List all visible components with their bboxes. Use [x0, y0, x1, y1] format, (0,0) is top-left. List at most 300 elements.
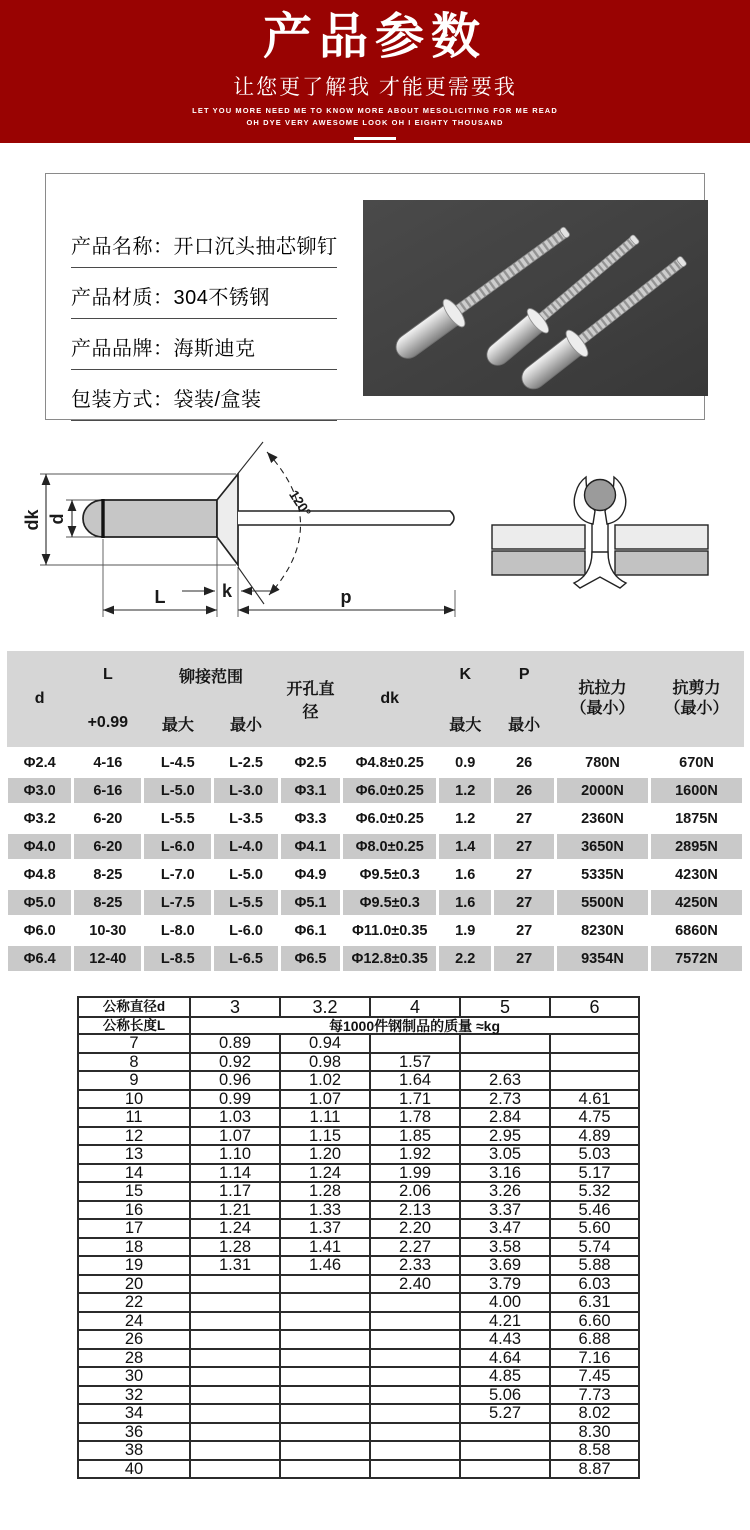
table-cell: 2.95 [460, 1127, 550, 1146]
table-cell: 7.16 [550, 1349, 639, 1368]
product-info-fields [46, 174, 363, 419]
table-cell: 5335N [556, 861, 650, 889]
table-cell: 8 [78, 1053, 190, 1072]
table-cell: 4250N [649, 889, 743, 917]
table-cell: 3.16 [460, 1164, 550, 1183]
table-cell: 26 [493, 749, 556, 777]
table-cell [190, 1349, 280, 1368]
table-cell: 1.92 [370, 1145, 460, 1164]
table-cell [460, 1441, 550, 1460]
spec-col-P-min: 最小 [493, 699, 556, 749]
table-cell: 40 [78, 1460, 190, 1479]
table-cell: 5.03 [550, 1145, 639, 1164]
table-cell: 0.92 [190, 1053, 280, 1072]
field-value: 袋装/盒装 [173, 389, 262, 411]
table-row [7, 889, 744, 917]
table-cell: 20 [78, 1275, 190, 1294]
table-cell: 1.24 [190, 1219, 280, 1238]
table-cell: Φ11.0±0.35 [342, 917, 438, 945]
table-cell: 1.41 [280, 1238, 370, 1257]
dim-label-d: d [47, 513, 67, 525]
table-cell: Φ8.0±0.25 [342, 833, 438, 861]
table-cell: 1.28 [190, 1238, 280, 1257]
product-info-box [45, 173, 705, 420]
table-cell: 3.47 [460, 1219, 550, 1238]
table-cell: 22 [78, 1293, 190, 1312]
table-cell: 1.14 [190, 1164, 280, 1183]
table-cell: 2.06 [370, 1182, 460, 1201]
table-cell: 0.9 [438, 749, 493, 777]
table-cell: 5.06 [460, 1386, 550, 1405]
table-cell [370, 1441, 460, 1460]
table-cell: 6-20 [73, 833, 143, 861]
table-cell [280, 1349, 370, 1368]
table-row [7, 945, 744, 973]
table-cell: 7.45 [550, 1367, 639, 1386]
table-cell: 2360N [556, 805, 650, 833]
shear-label: 抗剪力 [672, 680, 721, 697]
table-cell: 2.13 [370, 1201, 460, 1220]
table-cell: Φ2.5 [279, 749, 342, 777]
table-cell: L-5.0 [143, 777, 213, 805]
installed-rivet-drawing [492, 477, 708, 588]
table-row [78, 1219, 639, 1238]
page-title: 产品参数 [262, 10, 487, 64]
table-cell [460, 1460, 550, 1479]
table-cell [190, 1293, 280, 1312]
spec-col-P: P [493, 651, 556, 699]
spec-col-range-max: 最大 [143, 699, 213, 749]
field-brand [71, 332, 337, 370]
weight-col-d4: 4 [370, 997, 460, 1017]
table-row [78, 1330, 639, 1349]
table-cell [280, 1404, 370, 1423]
table-cell: 27 [493, 833, 556, 861]
field-material [71, 281, 337, 319]
table-cell: 1.64 [370, 1071, 460, 1090]
table-cell: 4.85 [460, 1367, 550, 1386]
spec-table-body [7, 749, 744, 973]
tensile-min-label: （最小） [570, 700, 635, 717]
table-cell [280, 1386, 370, 1405]
weight-col-d3-2: 3.2 [280, 997, 370, 1017]
weight-mass-note: 每1000件钢制品的质量 ≈kg [190, 1017, 639, 1034]
table-cell: 4.21 [460, 1312, 550, 1331]
table-row [78, 1423, 639, 1442]
table-cell: 3.69 [460, 1256, 550, 1275]
table-cell: 1.2 [438, 777, 493, 805]
table-cell: Φ3.3 [279, 805, 342, 833]
table-cell: 1.24 [280, 1164, 370, 1183]
banner [0, 0, 750, 143]
table-cell [370, 1293, 460, 1312]
rivets-photo-image [363, 200, 708, 396]
table-cell: L-5.5 [213, 889, 279, 917]
table-cell: 8230N [556, 917, 650, 945]
table-cell: 1600N [649, 777, 743, 805]
table-cell: 8-25 [73, 889, 143, 917]
table-cell: 1.15 [280, 1127, 370, 1146]
table-cell: 1.9 [438, 917, 493, 945]
field-product-name [71, 230, 337, 268]
table-cell: 27 [493, 805, 556, 833]
table-cell: 6.31 [550, 1293, 639, 1312]
table-cell [370, 1460, 460, 1479]
table-cell [190, 1441, 280, 1460]
table-cell [190, 1367, 280, 1386]
table-cell: 32 [78, 1386, 190, 1405]
table-cell: Φ6.0 [7, 917, 73, 945]
table-cell: 4-16 [73, 749, 143, 777]
table-cell: 1.6 [438, 889, 493, 917]
table-cell: 12 [78, 1127, 190, 1146]
table-cell: 3.37 [460, 1201, 550, 1220]
table-cell: 6860N [649, 917, 743, 945]
table-cell [280, 1367, 370, 1386]
table-cell [370, 1367, 460, 1386]
table-row [78, 1201, 639, 1220]
table-row [78, 1034, 639, 1053]
weight-table-body [78, 1034, 639, 1478]
table-cell: 27 [493, 917, 556, 945]
table-cell: L-5.0 [213, 861, 279, 889]
table-cell: 4.61 [550, 1090, 639, 1109]
table-cell: 26 [78, 1330, 190, 1349]
table-row [78, 1404, 639, 1423]
table-cell: 1.21 [190, 1201, 280, 1220]
table-cell [460, 1053, 550, 1072]
table-cell: 0.89 [190, 1034, 280, 1053]
table-cell [550, 1071, 639, 1090]
table-cell [460, 1423, 550, 1442]
table-cell [190, 1460, 280, 1479]
table-cell: 5.74 [550, 1238, 639, 1257]
table-cell: 7572N [649, 945, 743, 973]
table-row [7, 749, 744, 777]
table-cell: 2.33 [370, 1256, 460, 1275]
field-label: 产品材质： [71, 287, 174, 309]
spec-col-tensile-strength [556, 651, 650, 749]
table-cell: 8.58 [550, 1441, 639, 1460]
table-cell: 670N [649, 749, 743, 777]
table-cell: 27 [493, 861, 556, 889]
table-cell: 27 [493, 889, 556, 917]
table-cell: 2.2 [438, 945, 493, 973]
dim-label-p: p [340, 587, 352, 607]
table-cell: 4.43 [460, 1330, 550, 1349]
table-cell: 1.6 [438, 861, 493, 889]
table-cell [280, 1312, 370, 1331]
table-cell: 1.37 [280, 1219, 370, 1238]
table-cell: Φ12.8±0.35 [342, 945, 438, 973]
rivet-section-drawing [22, 442, 455, 617]
table-cell: Φ3.1 [279, 777, 342, 805]
table-cell: 5500N [556, 889, 650, 917]
table-cell [370, 1349, 460, 1368]
table-cell: Φ6.4 [7, 945, 73, 973]
table-cell [280, 1460, 370, 1479]
table-cell: 1.11 [280, 1108, 370, 1127]
table-cell [370, 1034, 460, 1053]
table-cell: 1.46 [280, 1256, 370, 1275]
table-cell: 13 [78, 1145, 190, 1164]
table-cell [190, 1386, 280, 1405]
banner-english-line2: OH DYE VERY AWESOME LOOK OH I EIGHTY THOUSAND [246, 117, 504, 127]
spec-col-L: L [73, 651, 143, 699]
table-cell: 4.75 [550, 1108, 639, 1127]
table-row [78, 1238, 639, 1257]
spec-col-hole-diameter: 开孔直径 [279, 651, 342, 749]
table-row [78, 1367, 639, 1386]
table-cell: 15 [78, 1182, 190, 1201]
table-cell: L-2.5 [213, 749, 279, 777]
table-cell: 1875N [649, 805, 743, 833]
table-cell [280, 1330, 370, 1349]
table-row [7, 777, 744, 805]
table-cell: Φ3.0 [7, 777, 73, 805]
table-cell [460, 1034, 550, 1053]
table-row [7, 861, 744, 889]
table-cell: 2.73 [460, 1090, 550, 1109]
table-cell: 6.03 [550, 1275, 639, 1294]
field-value: 海斯迪克 [173, 338, 256, 360]
table-cell: 8.30 [550, 1423, 639, 1442]
table-cell: 8.02 [550, 1404, 639, 1423]
table-cell: 12-40 [73, 945, 143, 973]
table-cell [190, 1404, 280, 1423]
table-cell: L-5.5 [143, 805, 213, 833]
spec-col-K-max: 最大 [438, 699, 493, 749]
weight-table-header [78, 997, 639, 1034]
field-label: 包装方式： [71, 389, 174, 411]
table-cell [550, 1034, 639, 1053]
weight-col-d6: 6 [550, 997, 639, 1017]
table-cell: 16 [78, 1201, 190, 1220]
table-row [78, 1386, 639, 1405]
product-photo [363, 200, 708, 396]
table-cell [370, 1423, 460, 1442]
table-cell: 0.98 [280, 1053, 370, 1072]
table-cell: 5.88 [550, 1256, 639, 1275]
table-cell: 0.99 [190, 1090, 280, 1109]
table-cell: 780N [556, 749, 650, 777]
spec-col-d: d [7, 651, 73, 749]
table-cell: 5.17 [550, 1164, 639, 1183]
rivet-dimension-diagram [0, 440, 750, 645]
table-cell: 1.17 [190, 1182, 280, 1201]
table-cell: L-3.5 [213, 805, 279, 833]
weight-table [77, 996, 640, 1479]
tensile-label: 抗拉力 [578, 680, 627, 697]
table-cell: Φ6.0±0.25 [342, 805, 438, 833]
table-row [78, 1349, 639, 1368]
field-packaging [71, 383, 337, 421]
table-row [78, 1293, 639, 1312]
table-cell [550, 1053, 639, 1072]
table-cell: Φ4.8±0.25 [342, 749, 438, 777]
table-row [78, 1460, 639, 1479]
table-cell [370, 1404, 460, 1423]
table-cell: 14 [78, 1164, 190, 1183]
dim-label-dk: dk [22, 509, 42, 531]
table-cell: 27 [493, 945, 556, 973]
table-cell [190, 1312, 280, 1331]
table-cell: 17 [78, 1219, 190, 1238]
table-cell: 7.73 [550, 1386, 639, 1405]
table-cell: 9 [78, 1071, 190, 1090]
table-cell: Φ4.0 [7, 833, 73, 861]
table-cell: 2.63 [460, 1071, 550, 1090]
spec-col-L-tolerance: +0.99 [73, 699, 143, 749]
spec-table [5, 651, 745, 974]
table-cell: Φ6.1 [279, 917, 342, 945]
spec-table-header [7, 651, 744, 749]
table-cell: 5.46 [550, 1201, 639, 1220]
table-cell: 9354N [556, 945, 650, 973]
table-cell: Φ5.1 [279, 889, 342, 917]
table-cell: 2.84 [460, 1108, 550, 1127]
table-row [78, 1312, 639, 1331]
table-cell: Φ5.0 [7, 889, 73, 917]
table-cell: 3.58 [460, 1238, 550, 1257]
table-cell: L-7.0 [143, 861, 213, 889]
table-cell: 4.64 [460, 1349, 550, 1368]
table-cell: 1.99 [370, 1164, 460, 1183]
table-cell: L-8.0 [143, 917, 213, 945]
spec-col-dk: dk [342, 651, 438, 749]
table-cell: 30 [78, 1367, 190, 1386]
table-cell: 1.07 [280, 1090, 370, 1109]
table-cell [280, 1275, 370, 1294]
table-cell [280, 1423, 370, 1442]
table-cell: Φ6.0±0.25 [342, 777, 438, 805]
table-cell: 34 [78, 1404, 190, 1423]
table-row [7, 805, 744, 833]
weight-col-nominal-diameter: 公称直径d [78, 997, 190, 1017]
table-cell [280, 1441, 370, 1460]
table-cell: 0.94 [280, 1034, 370, 1053]
table-row [78, 1441, 639, 1460]
table-cell: Φ3.2 [7, 805, 73, 833]
table-cell: 3650N [556, 833, 650, 861]
table-cell: L-6.0 [213, 917, 279, 945]
weight-col-d3: 3 [190, 997, 280, 1017]
table-cell: 5.60 [550, 1219, 639, 1238]
banner-english-line1: LET YOU MORE NEED ME TO KNOW MORE ABOUT MESOLICITING FOR ME READ [192, 105, 558, 115]
weight-col-d5: 5 [460, 997, 550, 1017]
table-cell: 2000N [556, 777, 650, 805]
table-cell: L-4.5 [143, 749, 213, 777]
table-row [78, 1145, 639, 1164]
table-cell: 1.4 [438, 833, 493, 861]
spec-col-K: K [438, 651, 493, 699]
table-cell: 2.20 [370, 1219, 460, 1238]
table-cell: 24 [78, 1312, 190, 1331]
table-cell: 38 [78, 1441, 190, 1460]
table-cell: Φ2.4 [7, 749, 73, 777]
table-cell: 3.05 [460, 1145, 550, 1164]
table-cell: L-3.0 [213, 777, 279, 805]
table-cell [190, 1275, 280, 1294]
dim-label-L: L [154, 587, 166, 607]
table-cell: L-4.0 [213, 833, 279, 861]
field-value: 开口沉头抽芯铆钉 [173, 236, 338, 258]
table-cell: 1.07 [190, 1127, 280, 1146]
table-cell [280, 1293, 370, 1312]
table-cell: 6.88 [550, 1330, 639, 1349]
table-row [78, 1256, 639, 1275]
table-cell: 1.78 [370, 1108, 460, 1127]
table-cell: 6-20 [73, 805, 143, 833]
table-cell: 1.02 [280, 1071, 370, 1090]
table-cell: 4230N [649, 861, 743, 889]
table-row [78, 1108, 639, 1127]
table-cell: 18 [78, 1238, 190, 1257]
table-cell: L-6.0 [143, 833, 213, 861]
spec-col-shear-strength [649, 651, 743, 749]
table-row [78, 1071, 639, 1090]
table-cell: 2895N [649, 833, 743, 861]
table-cell: 8-25 [73, 861, 143, 889]
spec-col-rivet-range: 铆接范围 [143, 651, 279, 699]
table-cell: 10 [78, 1090, 190, 1109]
shear-min-label: （最小） [664, 700, 729, 717]
table-row [78, 1182, 639, 1201]
table-cell: 1.2 [438, 805, 493, 833]
table-cell: 1.57 [370, 1053, 460, 1072]
table-cell: 6-16 [73, 777, 143, 805]
table-row [78, 1164, 639, 1183]
table-cell: 7 [78, 1034, 190, 1053]
field-label: 产品名称： [71, 236, 174, 258]
table-row [7, 917, 744, 945]
table-cell: Φ9.5±0.3 [342, 861, 438, 889]
dim-label-k: k [221, 581, 233, 601]
table-cell: 4.89 [550, 1127, 639, 1146]
table-cell: 10-30 [73, 917, 143, 945]
table-cell: 1.31 [190, 1256, 280, 1275]
table-row [7, 833, 744, 861]
banner-english-tagline [0, 105, 750, 128]
dim-label-angle: 120° [286, 487, 314, 520]
table-cell: Φ4.1 [279, 833, 342, 861]
table-cell: 28 [78, 1349, 190, 1368]
table-cell: 5.27 [460, 1404, 550, 1423]
table-cell: 1.28 [280, 1182, 370, 1201]
table-cell: 11 [78, 1108, 190, 1127]
table-cell: 26 [493, 777, 556, 805]
table-cell: 1.85 [370, 1127, 460, 1146]
table-cell [370, 1312, 460, 1331]
table-cell: Φ4.9 [279, 861, 342, 889]
table-cell [370, 1386, 460, 1405]
table-cell: L-8.5 [143, 945, 213, 973]
table-cell: 2.40 [370, 1275, 460, 1294]
table-row [78, 1275, 639, 1294]
table-cell: 1.33 [280, 1201, 370, 1220]
table-cell: 3.26 [460, 1182, 550, 1201]
table-cell: 1.71 [370, 1090, 460, 1109]
table-row [78, 1053, 639, 1072]
field-value: 304不锈钢 [173, 287, 270, 309]
table-cell: 1.03 [190, 1108, 280, 1127]
table-cell: 36 [78, 1423, 190, 1442]
table-cell: 19 [78, 1256, 190, 1275]
table-cell: Φ4.8 [7, 861, 73, 889]
table-cell: 1.10 [190, 1145, 280, 1164]
table-cell: L-7.5 [143, 889, 213, 917]
table-cell: 0.96 [190, 1071, 280, 1090]
